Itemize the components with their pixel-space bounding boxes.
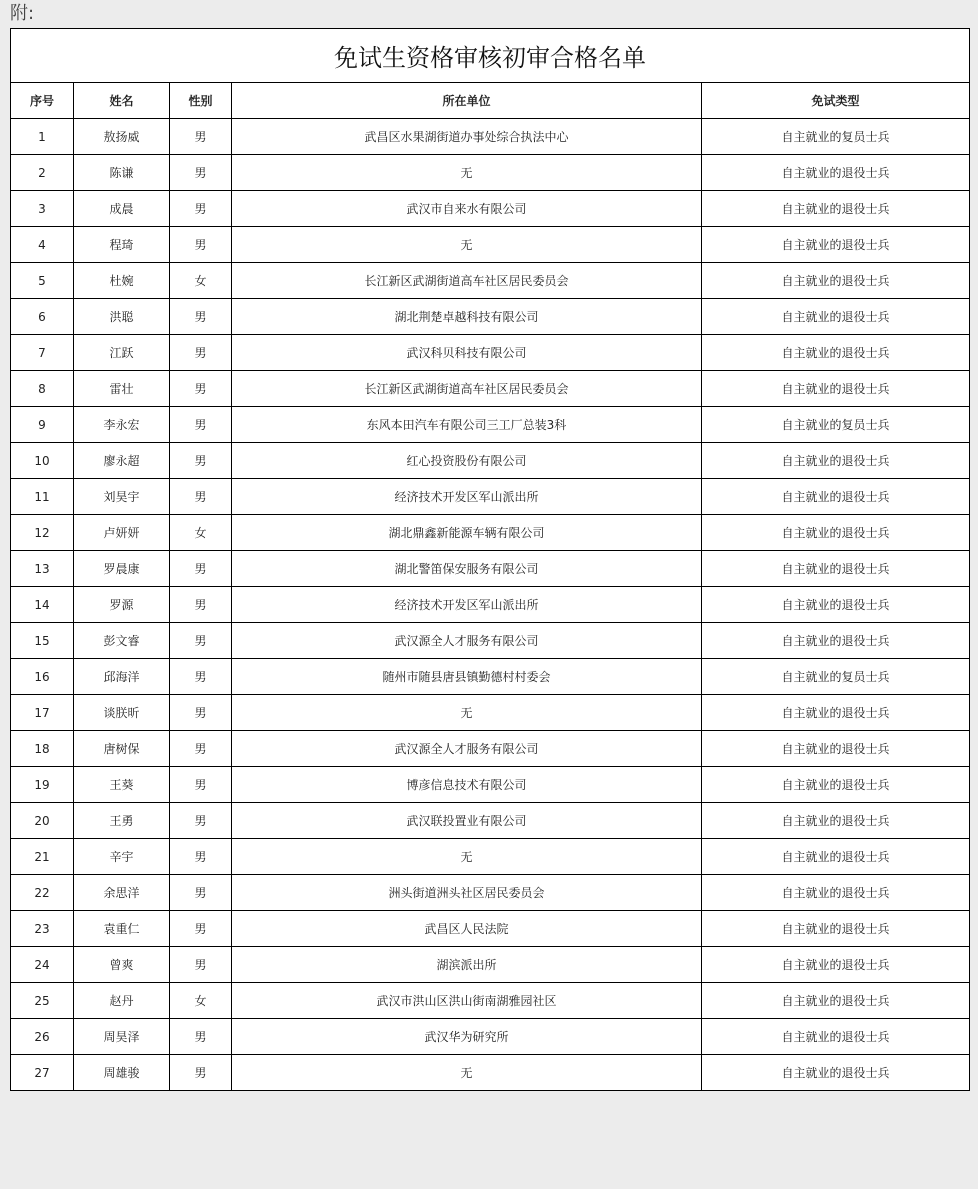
table-row <box>11 335 970 371</box>
cell-gender: 男 <box>170 875 232 911</box>
cell-name: 卢妍妍 <box>74 515 170 551</box>
table-row <box>11 803 970 839</box>
cell-exemption-type: 自主就业的退役士兵 <box>702 371 970 407</box>
cell-index: 12 <box>11 515 74 551</box>
table-row <box>11 515 970 551</box>
cell-index: 16 <box>11 659 74 695</box>
cell-employer: 经济技术开发区军山派出所 <box>232 587 702 623</box>
cell-name: 余思洋 <box>74 875 170 911</box>
cell-name: 谈朕昕 <box>74 695 170 731</box>
column-header-employer: 所在单位 <box>232 83 702 119</box>
cell-gender: 男 <box>170 371 232 407</box>
cell-exemption-type: 自主就业的退役士兵 <box>702 191 970 227</box>
cell-index: 9 <box>11 407 74 443</box>
cell-employer: 无 <box>232 839 702 875</box>
cell-exemption-type: 自主就业的退役士兵 <box>702 299 970 335</box>
cell-gender: 男 <box>170 443 232 479</box>
cell-gender: 女 <box>170 263 232 299</box>
cell-name: 洪聪 <box>74 299 170 335</box>
cell-index: 27 <box>11 1055 74 1091</box>
cell-employer: 武昌区水果湖街道办事处综合执法中心 <box>232 119 702 155</box>
cell-gender: 男 <box>170 1019 232 1055</box>
table-row <box>11 443 970 479</box>
cell-exemption-type: 自主就业的退役士兵 <box>702 839 970 875</box>
cell-employer: 武汉源全人才服务有限公司 <box>232 623 702 659</box>
cell-exemption-type: 自主就业的退役士兵 <box>702 1019 970 1055</box>
cell-name: 王葵 <box>74 767 170 803</box>
cell-index: 14 <box>11 587 74 623</box>
cell-exemption-type: 自主就业的退役士兵 <box>702 587 970 623</box>
cell-exemption-type: 自主就业的退役士兵 <box>702 983 970 1019</box>
cell-index: 23 <box>11 911 74 947</box>
table-row <box>11 371 970 407</box>
cell-employer: 湖滨派出所 <box>232 947 702 983</box>
cell-name: 罗晨康 <box>74 551 170 587</box>
cell-gender: 男 <box>170 299 232 335</box>
cell-index: 7 <box>11 335 74 371</box>
cell-gender: 男 <box>170 695 232 731</box>
cell-employer: 洲头街道洲头社区居民委员会 <box>232 875 702 911</box>
cell-employer: 经济技术开发区军山派出所 <box>232 479 702 515</box>
cell-name: 陈谦 <box>74 155 170 191</box>
attachment-note: 附: <box>10 3 35 24</box>
table-row <box>11 551 970 587</box>
cell-employer: 湖北鼎鑫新能源车辆有限公司 <box>232 515 702 551</box>
cell-exemption-type: 自主就业的退役士兵 <box>702 875 970 911</box>
cell-gender: 男 <box>170 587 232 623</box>
table-body <box>11 119 970 1091</box>
cell-gender: 男 <box>170 551 232 587</box>
cell-index: 19 <box>11 767 74 803</box>
cell-employer: 无 <box>232 227 702 263</box>
cell-exemption-type: 自主就业的复员士兵 <box>702 119 970 155</box>
column-header-gender: 性别 <box>170 83 232 119</box>
cell-employer: 无 <box>232 1055 702 1091</box>
qualified-list-table <box>10 28 970 1091</box>
cell-employer: 随州市随县唐县镇勤德村村委会 <box>232 659 702 695</box>
cell-employer: 长江新区武湖街道高车社区居民委员会 <box>232 263 702 299</box>
table-row <box>11 587 970 623</box>
cell-index: 11 <box>11 479 74 515</box>
cell-exemption-type: 自主就业的退役士兵 <box>702 623 970 659</box>
cell-name: 周雄骏 <box>74 1055 170 1091</box>
cell-employer: 湖北荆楚卓越科技有限公司 <box>232 299 702 335</box>
cell-name: 成晨 <box>74 191 170 227</box>
cell-gender: 男 <box>170 767 232 803</box>
table-row <box>11 1019 970 1055</box>
cell-gender: 男 <box>170 839 232 875</box>
cell-gender: 女 <box>170 983 232 1019</box>
table-row <box>11 479 970 515</box>
cell-gender: 男 <box>170 191 232 227</box>
cell-employer: 无 <box>232 155 702 191</box>
cell-gender: 男 <box>170 947 232 983</box>
cell-employer: 武昌区人民法院 <box>232 911 702 947</box>
cell-index: 2 <box>11 155 74 191</box>
cell-name: 周昊泽 <box>74 1019 170 1055</box>
table-row <box>11 911 970 947</box>
table-row <box>11 767 970 803</box>
cell-gender: 男 <box>170 407 232 443</box>
cell-name: 敖扬威 <box>74 119 170 155</box>
cell-gender: 男 <box>170 335 232 371</box>
cell-index: 18 <box>11 731 74 767</box>
cell-gender: 男 <box>170 731 232 767</box>
cell-index: 17 <box>11 695 74 731</box>
cell-exemption-type: 自主就业的退役士兵 <box>702 515 970 551</box>
cell-name: 程琦 <box>74 227 170 263</box>
cell-name: 彭文睿 <box>74 623 170 659</box>
table-row <box>11 659 970 695</box>
cell-index: 25 <box>11 983 74 1019</box>
cell-name: 刘昊宇 <box>74 479 170 515</box>
cell-employer: 武汉华为研究所 <box>232 1019 702 1055</box>
cell-employer: 武汉源全人才服务有限公司 <box>232 731 702 767</box>
cell-exemption-type: 自主就业的退役士兵 <box>702 227 970 263</box>
cell-name: 廖永超 <box>74 443 170 479</box>
cell-employer: 武汉科贝科技有限公司 <box>232 335 702 371</box>
cell-index: 21 <box>11 839 74 875</box>
cell-name: 曾爽 <box>74 947 170 983</box>
table-row <box>11 263 970 299</box>
cell-index: 20 <box>11 803 74 839</box>
cell-name: 雷壮 <box>74 371 170 407</box>
cell-gender: 男 <box>170 155 232 191</box>
cell-exemption-type: 自主就业的退役士兵 <box>702 1055 970 1091</box>
cell-name: 邱海洋 <box>74 659 170 695</box>
cell-name: 赵丹 <box>74 983 170 1019</box>
cell-gender: 男 <box>170 623 232 659</box>
cell-index: 10 <box>11 443 74 479</box>
cell-employer: 红心投资股份有限公司 <box>232 443 702 479</box>
cell-exemption-type: 自主就业的退役士兵 <box>702 803 970 839</box>
cell-name: 杜婉 <box>74 263 170 299</box>
cell-exemption-type: 自主就业的退役士兵 <box>702 695 970 731</box>
cell-index: 6 <box>11 299 74 335</box>
cell-name: 袁重仁 <box>74 911 170 947</box>
cell-gender: 男 <box>170 659 232 695</box>
column-header-name: 姓名 <box>74 83 170 119</box>
cell-exemption-type: 自主就业的退役士兵 <box>702 263 970 299</box>
cell-exemption-type: 自主就业的退役士兵 <box>702 767 970 803</box>
table-row <box>11 983 970 1019</box>
cell-index: 8 <box>11 371 74 407</box>
cell-exemption-type: 自主就业的复员士兵 <box>702 407 970 443</box>
cell-index: 3 <box>11 191 74 227</box>
cell-employer: 湖北警笛保安服务有限公司 <box>232 551 702 587</box>
cell-gender: 男 <box>170 803 232 839</box>
cell-exemption-type: 自主就业的退役士兵 <box>702 335 970 371</box>
table-row <box>11 155 970 191</box>
cell-gender: 男 <box>170 1055 232 1091</box>
table-row <box>11 695 970 731</box>
cell-exemption-type: 自主就业的复员士兵 <box>702 659 970 695</box>
cell-index: 26 <box>11 1019 74 1055</box>
table-row <box>11 623 970 659</box>
cell-exemption-type: 自主就业的退役士兵 <box>702 731 970 767</box>
cell-index: 15 <box>11 623 74 659</box>
cell-name: 江跃 <box>74 335 170 371</box>
cell-name: 唐树保 <box>74 731 170 767</box>
cell-name: 辛宇 <box>74 839 170 875</box>
cell-employer: 无 <box>232 695 702 731</box>
table-header-row <box>11 83 970 119</box>
cell-name: 李永宏 <box>74 407 170 443</box>
table-row <box>11 731 970 767</box>
table-row <box>11 119 970 155</box>
cell-employer: 武汉市自来水有限公司 <box>232 191 702 227</box>
cell-exemption-type: 自主就业的退役士兵 <box>702 947 970 983</box>
cell-index: 4 <box>11 227 74 263</box>
table-row <box>11 191 970 227</box>
cell-exemption-type: 自主就业的退役士兵 <box>702 551 970 587</box>
cell-name: 罗源 <box>74 587 170 623</box>
cell-index: 13 <box>11 551 74 587</box>
cell-index: 24 <box>11 947 74 983</box>
cell-index: 1 <box>11 119 74 155</box>
cell-index: 22 <box>11 875 74 911</box>
column-header-exemption-type: 免试类型 <box>702 83 970 119</box>
table-title: 免试生资格审核初审合格名单 <box>11 29 970 83</box>
cell-name: 王勇 <box>74 803 170 839</box>
table-row <box>11 1055 970 1091</box>
cell-exemption-type: 自主就业的退役士兵 <box>702 155 970 191</box>
list-sheet <box>10 28 969 1091</box>
cell-exemption-type: 自主就业的退役士兵 <box>702 911 970 947</box>
table-row <box>11 299 970 335</box>
cell-gender: 女 <box>170 515 232 551</box>
cell-index: 5 <box>11 263 74 299</box>
cell-gender: 男 <box>170 911 232 947</box>
cell-gender: 男 <box>170 479 232 515</box>
table-row <box>11 839 970 875</box>
table-row <box>11 407 970 443</box>
cell-employer: 武汉联投置业有限公司 <box>232 803 702 839</box>
cell-exemption-type: 自主就业的退役士兵 <box>702 479 970 515</box>
cell-employer: 武汉市洪山区洪山街南湖雅园社区 <box>232 983 702 1019</box>
cell-employer: 长江新区武湖街道高车社区居民委员会 <box>232 371 702 407</box>
cell-employer: 博彦信息技术有限公司 <box>232 767 702 803</box>
cell-employer: 东风本田汽车有限公司三工厂总装3科 <box>232 407 702 443</box>
column-header-index: 序号 <box>11 83 74 119</box>
table-row <box>11 947 970 983</box>
table-row <box>11 227 970 263</box>
table-row <box>11 875 970 911</box>
cell-gender: 男 <box>170 119 232 155</box>
cell-exemption-type: 自主就业的退役士兵 <box>702 443 970 479</box>
cell-gender: 男 <box>170 227 232 263</box>
